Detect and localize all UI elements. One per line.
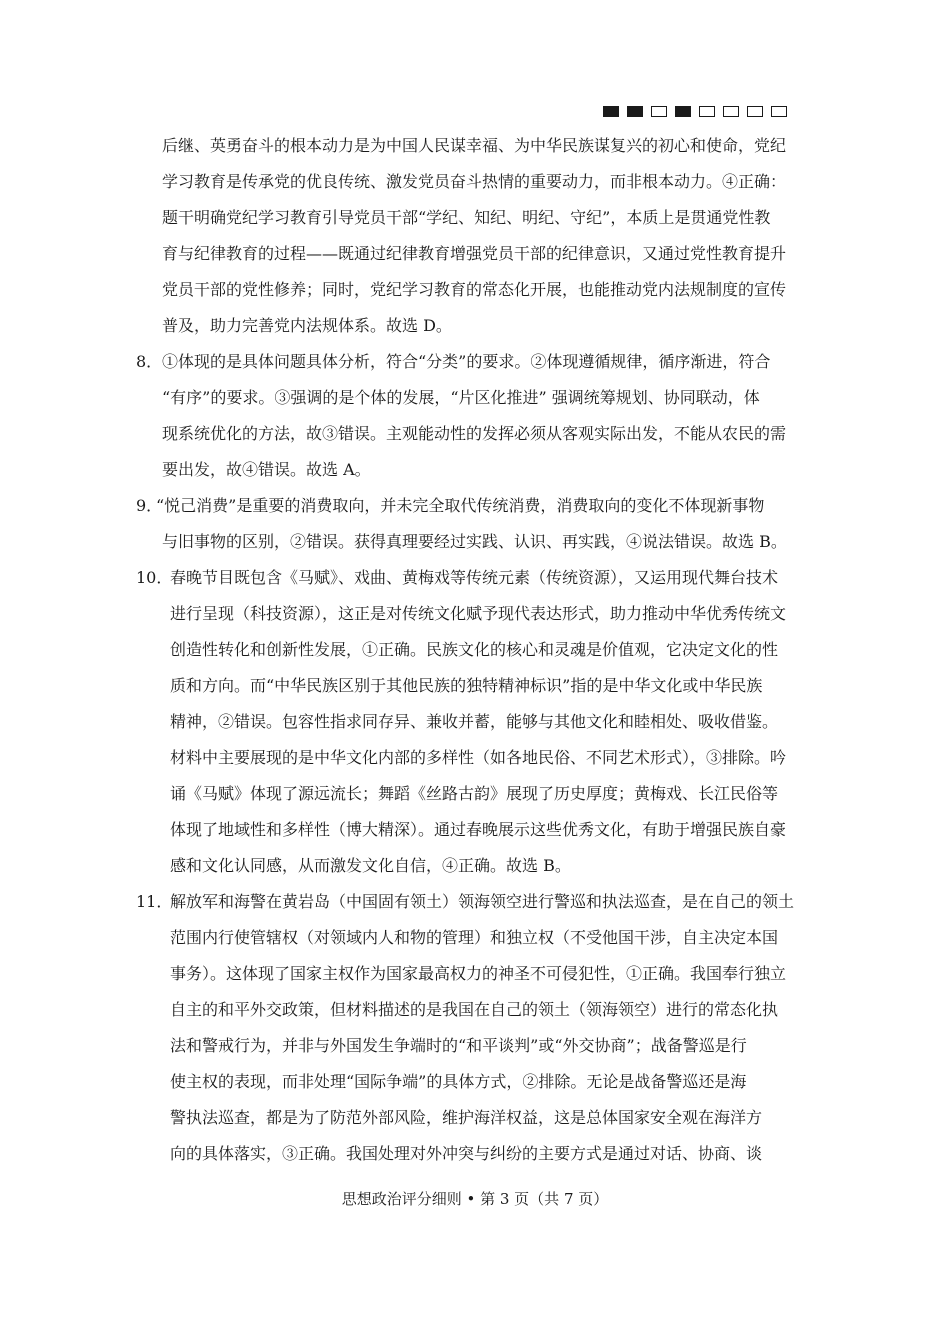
item-number: 9． xyxy=(136,496,163,515)
text-line: 感和文化认同感，从而激发文化自信，④正确。故选 B。 xyxy=(170,856,571,875)
text-line: ①体现的是具体问题具体分析，符合“分类”的要求。②体现遵循规律，循序渐进，符合 xyxy=(162,352,771,371)
text-line: 育与纪律教育的过程——既通过纪律教育增强党员干部的纪律意识，又通过党性教育提升 xyxy=(162,244,787,263)
text-line: 要出发，故④错误。故选 A。 xyxy=(162,460,371,479)
text-line: 质和方向。而“中华民族区别于其他民族的独特精神标识”指的是中华文化或中华民族 xyxy=(170,676,763,695)
text-line: “悦己消费”是重要的消费取向，并未完全取代传统消费，消费取向的变化不体现新事物 xyxy=(156,496,765,515)
text-line: 材料中主要展现的是中华文化内部的多样性（如各地民俗、不同艺术形式），③排除。吟 xyxy=(170,748,787,767)
text-line: 现系统优化的方法，故③错误。主观能动性的发挥必须从客观实际出发，不能从农民的需 xyxy=(162,424,787,443)
text-line: 使主权的表现，而非处理“国际争端”的具体方式，②排除。无论是战备警巡还是海 xyxy=(170,1072,747,1091)
text-line: 普及，助力完善党内法规体系。故选 D。 xyxy=(162,316,452,335)
empty-square-icon xyxy=(699,106,715,117)
text-line: 进行呈现（科技资源），这正是对传统文化赋予现代表达形式，助力推动中华优秀传统文 xyxy=(170,604,787,623)
text-line: 党员干部的党性修养；同时，党纪学习教育的常态化开展，也能推动党内法规制度的宣传 xyxy=(162,280,787,299)
page-progress-indicator xyxy=(603,106,787,117)
item-number: 10． xyxy=(136,568,173,587)
filled-square-icon xyxy=(675,106,691,117)
text-line: 精神，②错误。包容性指求同存异、兼收并蓄，能够与其他文化和睦相处、吸收借鉴。 xyxy=(170,712,779,731)
page-footer: 思想政治评分细则 • 第 3 页（共 7 页） xyxy=(341,1190,609,1208)
filled-square-icon xyxy=(603,106,619,117)
text-line: 法和警戒行为，并非与外国发生争端时的“和平谈判”或“外交协商”；战备警巡是行 xyxy=(170,1036,747,1055)
text-line: 范围内行使管辖权（对领域内人和物的管理）和独立权（不受他国干涉，自主决定本国 xyxy=(170,928,779,947)
text-line: 事务）。这体现了国家主权作为国家最高权力的神圣不可侵犯性，①正确。我国奉行独立 xyxy=(170,964,787,983)
text-line: 自主的和平外交政策，但材料描述的是我国在自己的领土（领海领空）进行的常态化执 xyxy=(170,1000,779,1019)
text-line: 题干明确党纪学习教育引导党员干部“学纪、知纪、明纪、守纪”，本质上是贯通党性教 xyxy=(162,208,771,227)
text-line: 向的具体落实，③正确。我国处理对外冲突与纠纷的主要方式是通过对话、协商、谈 xyxy=(170,1144,763,1163)
text-line: 诵《马赋》体现了源远流长；舞蹈《丝路古韵》展现了历史厚度；黄梅戏、长江民俗等 xyxy=(170,784,779,803)
item-number: 11． xyxy=(136,892,173,911)
text-line: 解放军和海警在黄岩岛（中国固有领土）领海领空进行警巡和执法巡查，是在自己的领土 xyxy=(170,892,795,911)
text-line: 学习教育是传承党的优良传统、激发党员奋斗热情的重要动力，而非根本动力。④正确： xyxy=(162,172,787,191)
empty-square-icon xyxy=(651,106,667,117)
text-line: 警执法巡查，都是为了防范外部风险，维护海洋权益，这是总体国家安全观在海洋方 xyxy=(170,1108,763,1127)
text-line: 与旧事物的区别，②错误。获得真理要经过实践、认识、再实践，④说法错误。故选 B。 xyxy=(162,532,787,551)
text-line: 春晚节目既包含《马赋》、戏曲、黄梅戏等传统元素（传统资源），又运用现代舞台技术 xyxy=(170,568,779,587)
empty-square-icon xyxy=(747,106,763,117)
filled-square-icon xyxy=(627,106,643,117)
empty-square-icon xyxy=(723,106,739,117)
empty-square-icon xyxy=(771,106,787,117)
text-line: 创造性转化和创新性发展，①正确。民族文化的核心和灵魂是价值观，它决定文化的性 xyxy=(170,640,779,659)
text-line: 后继、英勇奋斗的根本动力是为中国人民谋幸福、为中华民族谋复兴的初心和使命，党纪 xyxy=(162,136,787,155)
text-line: “有序”的要求。③强调的是个体的发展，“片区化推进” 强调统筹规划、协同联动，体 xyxy=(162,388,760,407)
text-line: 体现了地域性和多样性（博大精深）。通过春晚展示这些优秀文化，有助于增强民族自豪 xyxy=(170,820,787,839)
item-number: 8． xyxy=(136,352,163,371)
